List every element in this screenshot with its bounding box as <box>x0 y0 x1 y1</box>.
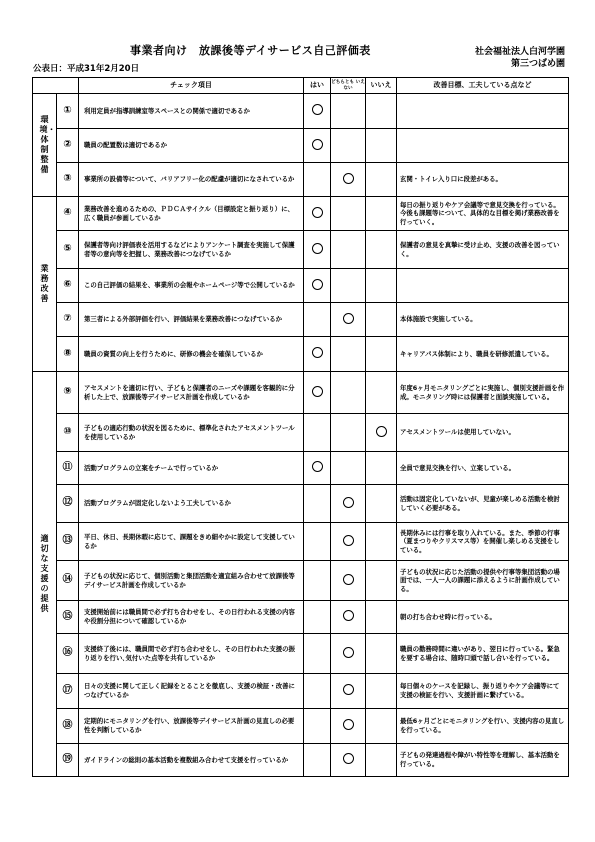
header-remarks: 改善目標、工夫している点など <box>397 78 569 94</box>
remarks-text: 子どもの状況に応じた活動の提供や行事等集団活動の場面では、一人一人の課題に添えるように計画作成している。 <box>397 561 569 601</box>
circle-mark-icon <box>343 497 354 508</box>
circle-mark-icon <box>312 347 323 358</box>
remarks-text: 毎日の振り返りやケア会議等で意見交換を行っている。今後も課題等について、具体的な目標を掲げ業務改善を行っていく。 <box>397 197 569 231</box>
table-row <box>33 269 569 303</box>
circle-mark-icon <box>343 753 354 764</box>
answer-cell-neither <box>331 634 366 674</box>
answer-cell-no <box>366 372 397 414</box>
answer-cell-no <box>366 709 397 744</box>
table-row <box>33 94 569 129</box>
check-item-text: この自己評価の結果を、事業所の会報やホームページ等で公開しているか <box>79 269 304 303</box>
check-item-text: 子どもの状況に応じて、個別活動と集団活動を適宜組み合わせて放課後等デイサービス計画を作成しているか <box>79 561 304 601</box>
table-row <box>33 601 569 634</box>
item-number: ⑧ <box>57 337 79 372</box>
check-item-text: 平日、休日、長期休暇に応じて、課題をきめ細やかに設定して支援しているか <box>79 523 304 561</box>
header-no: いいえ <box>366 78 397 94</box>
item-number: ⑭ <box>57 561 79 601</box>
remarks-text: 毎日個々のケースを記録し、振り返りやケア会議等にて支援の検証を行い、支援計画に繋げている。 <box>397 674 569 709</box>
item-number: ⑰ <box>57 674 79 709</box>
answer-cell-yes <box>304 94 331 129</box>
answer-cell-no <box>366 601 397 634</box>
answer-cell-yes <box>304 634 331 674</box>
answer-cell-neither <box>331 709 366 744</box>
answer-cell-no <box>366 523 397 561</box>
answer-cell-no <box>366 163 397 197</box>
check-item-text: 職員の資質の向上を行うために、研修の機会を確保しているか <box>79 337 304 372</box>
remarks-text <box>397 269 569 303</box>
category-support <box>33 372 57 777</box>
circle-mark-icon <box>343 535 354 546</box>
table-row <box>33 197 569 231</box>
answer-cell-no <box>366 744 397 777</box>
organization <box>475 46 565 70</box>
table-row <box>33 674 569 709</box>
check-item-text: 子どもの適応行動の状況を図るために、標準化されたアセスメントツールを使用しているか <box>79 414 304 452</box>
circle-mark-icon <box>312 104 323 115</box>
circle-mark-icon <box>343 684 354 695</box>
circle-mark-icon <box>312 243 323 254</box>
check-item-text: 支援終了後には、職員間で必ず打ち合わせをし、その日行われた支援の振り返りを行い､気付いた点等を共有しているか <box>79 634 304 674</box>
item-number: ⑮ <box>57 601 79 634</box>
item-number: ⑥ <box>57 269 79 303</box>
answer-cell-neither <box>331 452 366 485</box>
circle-mark-icon <box>312 207 323 218</box>
header-neither: どちらとも いえない <box>331 78 366 94</box>
remarks-text: 本体施設で実施している。 <box>397 303 569 337</box>
circle-mark-icon <box>312 386 323 397</box>
check-item-text: 支援開始前には職員間で必ず打ち合わせをし、その日行われる支援の内容や役割分担について確認しているか <box>79 601 304 634</box>
item-number: ⑪ <box>57 452 79 485</box>
answer-cell-yes <box>304 163 331 197</box>
answer-cell-no <box>366 269 397 303</box>
check-item-text: 業務改善を進めるための、ＰＤＣＡサイクル（目標設定と振り返り）に、広く職員が参画しているか <box>79 197 304 231</box>
circle-mark-icon <box>312 139 323 150</box>
remarks-text: 朝の打ち合わせ時に行っている。 <box>397 601 569 634</box>
item-number: ⑬ <box>57 523 79 561</box>
remarks-text: 職員の勤務時間に違いがあり、翌日に行っている。緊急を要する場合は、随時口頭で話し合いを行っている。 <box>397 634 569 674</box>
page-title: 事業者向け 放課後等デイサービス自己評価表 <box>130 44 371 57</box>
table-row <box>33 744 569 777</box>
category-label: 環境・体制整備 <box>39 115 56 174</box>
answer-cell-yes <box>304 561 331 601</box>
item-number: ⑦ <box>57 303 79 337</box>
table-row <box>33 452 569 485</box>
answer-cell-no <box>366 634 397 674</box>
table-row <box>33 231 569 269</box>
header-check-item: チェック項目 <box>79 78 304 94</box>
remarks-text: 子どもの発達過程や障がい特性等を理解し、基本活動を行っている。 <box>397 744 569 777</box>
circle-mark-icon <box>343 574 354 585</box>
answer-cell-yes <box>304 523 331 561</box>
answer-cell-yes <box>304 372 331 414</box>
check-item-text: 活動プログラムの立案をチームで行っているか <box>79 452 304 485</box>
remarks-text: キャリアパス体制により、職員を研修派遣している。 <box>397 337 569 372</box>
category-label: 適切な支援の提供 <box>40 534 49 613</box>
circle-mark-icon <box>343 719 354 730</box>
category-environment <box>33 94 57 197</box>
remarks-text: 玄関・トイレ入り口に段差がある。 <box>397 163 569 197</box>
remarks-text: 保護者の意見を真摯に受け止め、支援の改善を図っていく。 <box>397 231 569 269</box>
answer-cell-yes <box>304 485 331 523</box>
answer-cell-yes <box>304 129 331 163</box>
remarks-text: アセスメントツールは使用していない。 <box>397 414 569 452</box>
answer-cell-no <box>366 231 397 269</box>
remarks-text: 最低6ヶ月ごとにモニタリングを行い、支援内容の見直しを行っている。 <box>397 709 569 744</box>
table-row <box>33 709 569 744</box>
answer-cell-no <box>366 452 397 485</box>
answer-cell-neither <box>331 197 366 231</box>
circle-mark-icon <box>312 279 323 290</box>
remarks-text: 長期休みには行事を取り入れている。また、季節の行事（夏まつりやクリスマス等）を開催し楽しめる支援をしている。 <box>397 523 569 561</box>
answer-cell-yes <box>304 674 331 709</box>
table-row <box>33 561 569 601</box>
circle-mark-icon <box>376 426 387 437</box>
publish-date: 公表日：平成31年2月20日 <box>33 64 140 74</box>
answer-cell-no <box>366 561 397 601</box>
answer-cell-yes <box>304 709 331 744</box>
answer-cell-no <box>366 674 397 709</box>
answer-cell-neither <box>331 372 366 414</box>
answer-cell-no <box>366 414 397 452</box>
answer-cell-yes <box>304 269 331 303</box>
circle-mark-icon <box>343 313 354 324</box>
category-label: 業務改善 <box>40 264 49 303</box>
circle-mark-icon <box>312 461 323 472</box>
item-number: ④ <box>57 197 79 231</box>
check-item-text: 日々の支援に関して正しく記録をとることを徹底し、支援の検証・改善につなげているか <box>79 674 304 709</box>
answer-cell-no <box>366 197 397 231</box>
circle-mark-icon <box>343 610 354 621</box>
answer-cell-neither <box>331 561 366 601</box>
item-number: ③ <box>57 163 79 197</box>
check-item-text: 定期的にモニタリングを行い、放課後等デイサービス計画の見直しの必要性を判断しているか <box>79 709 304 744</box>
category-business <box>33 197 57 372</box>
answer-cell-no <box>366 337 397 372</box>
table-row <box>33 337 569 372</box>
answer-cell-no <box>366 485 397 523</box>
table-header-row <box>33 78 569 94</box>
check-item-text: 事業所の設備等について、バリアフリー化の配慮が適切になされているか <box>79 163 304 197</box>
table-row <box>33 129 569 163</box>
check-item-text: 活動プログラムが固定化しないよう工夫しているか <box>79 485 304 523</box>
answer-cell-neither <box>331 337 366 372</box>
answer-cell-no <box>366 94 397 129</box>
answer-cell-yes <box>304 414 331 452</box>
answer-cell-neither <box>331 523 366 561</box>
answer-cell-neither <box>331 414 366 452</box>
header-yes: はい <box>304 78 331 94</box>
circle-mark-icon <box>343 173 354 184</box>
facility-name: 第三つばめ園 <box>510 59 565 69</box>
answer-cell-yes <box>304 744 331 777</box>
check-item-text: 第三者による外部評価を行い、評価結果を業務改善につなげているか <box>79 303 304 337</box>
answer-cell-yes <box>304 601 331 634</box>
answer-cell-yes <box>304 231 331 269</box>
item-number: ⑯ <box>57 634 79 674</box>
item-number: ⑲ <box>57 744 79 777</box>
table-row <box>33 485 569 523</box>
answer-cell-neither <box>331 485 366 523</box>
answer-cell-no <box>366 129 397 163</box>
remarks-text: 活動は固定化していないが、児童が楽しめる活動を検討していく必要がある。 <box>397 485 569 523</box>
item-number: ⑱ <box>57 709 79 744</box>
answer-cell-yes <box>304 197 331 231</box>
item-number: ② <box>57 129 79 163</box>
table-row <box>33 163 569 197</box>
item-number: ⑨ <box>57 372 79 414</box>
check-item-text: 利用定員が指導訓練室等スペースとの関係で適切であるか <box>79 94 304 129</box>
circle-mark-icon <box>343 647 354 658</box>
check-item-text: ガイドラインの総則の基本活動を複数組み合わせて支援を行っているか <box>79 744 304 777</box>
check-item-text: 保護者等向け評価表を活用するなどによりアンケート調査を実施して保護者等の意向等を把握し、業務改善につなげているか <box>79 231 304 269</box>
check-item-text: 職員の配置数は適切であるか <box>79 129 304 163</box>
answer-cell-neither <box>331 163 366 197</box>
answer-cell-neither <box>331 744 366 777</box>
remarks-text: 年度6ヶ月モニタリングごとに実施し、個別支援計画を作成。モニタリング時には保護者と面談実施している。 <box>397 372 569 414</box>
table-row <box>33 523 569 561</box>
table-row <box>33 414 569 452</box>
answer-cell-neither <box>331 231 366 269</box>
remarks-text <box>397 94 569 129</box>
answer-cell-neither <box>331 674 366 709</box>
remarks-text: 全員で意見交換を行い、立案している。 <box>397 452 569 485</box>
item-number: ① <box>57 94 79 129</box>
answer-cell-neither <box>331 94 366 129</box>
answer-cell-no <box>366 303 397 337</box>
table-row <box>33 634 569 674</box>
item-number: ⑤ <box>57 231 79 269</box>
answer-cell-yes <box>304 303 331 337</box>
answer-cell-neither <box>331 269 366 303</box>
remarks-text <box>397 129 569 163</box>
answer-cell-neither <box>331 303 366 337</box>
self-evaluation-table <box>32 77 569 777</box>
header-blank <box>33 78 79 94</box>
table-row <box>33 372 569 414</box>
table-row <box>33 303 569 337</box>
answer-cell-yes <box>304 337 331 372</box>
answer-cell-neither <box>331 129 366 163</box>
organization-name: 社会福祉法人白河学園 <box>474 47 565 57</box>
item-number: ⑫ <box>57 485 79 523</box>
check-item-text: アセスメントを適切に行い、子どもと保護者のニーズや課題を客観的に分析した上で、放課後等デイサービス計画を作成しているか <box>79 372 304 414</box>
item-number: ⑩ <box>57 414 79 452</box>
answer-cell-neither <box>331 601 366 634</box>
answer-cell-yes <box>304 452 331 485</box>
